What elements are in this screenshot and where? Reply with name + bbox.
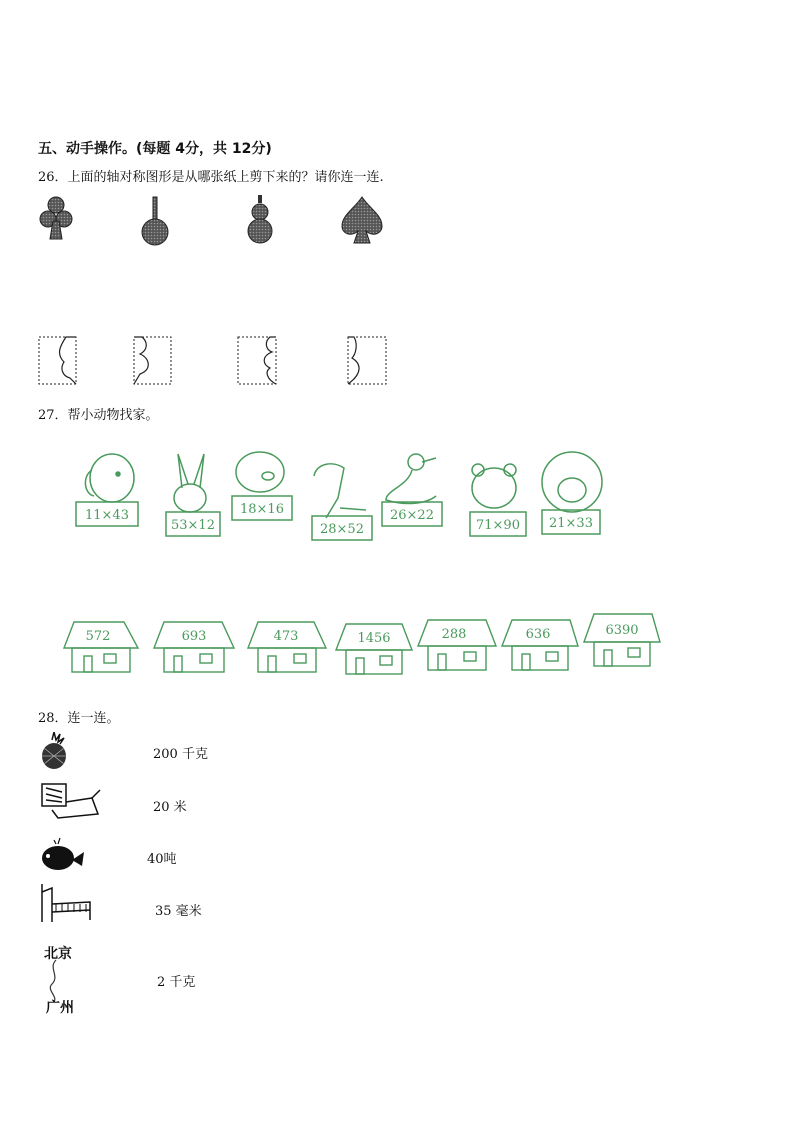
paper-left-notch-2[interactable] <box>238 337 276 384</box>
animal-expr: 26×22 <box>390 508 434 523</box>
racket-icon[interactable] <box>142 197 168 245</box>
animal-expr: 53×12 <box>171 518 215 533</box>
unit-option[interactable]: 35 毫米 <box>155 904 202 919</box>
unit-option[interactable]: 200 千克 <box>153 747 208 762</box>
paper-left-notch-1[interactable] <box>39 337 76 384</box>
whale-icon[interactable] <box>42 838 84 870</box>
unit-option[interactable]: 20 米 <box>153 800 187 815</box>
animal-expr: 71×90 <box>476 518 520 533</box>
question-26-text: 26．上面的轴对称图形是从哪张纸上剪下来的？请你连一连. <box>38 170 384 185</box>
house-number: 6390 <box>605 623 639 638</box>
question-27-text: 27．帮小动物找家。 <box>38 408 159 423</box>
unit-option[interactable]: 2 千克 <box>157 975 196 990</box>
house-number: 473 <box>273 629 299 644</box>
map-route-icon[interactable] <box>50 960 56 1002</box>
q26-papers <box>36 332 396 390</box>
pineapple-icon[interactable] <box>42 732 66 769</box>
map-label-bottom: 广州 <box>46 999 74 1015</box>
bed-icon[interactable] <box>42 884 90 922</box>
house-number: 1456 <box>357 631 391 646</box>
spade-icon[interactable] <box>342 197 382 243</box>
house-number: 693 <box>181 629 207 644</box>
q28-pictures <box>38 732 118 1022</box>
house-number: 636 <box>525 627 551 642</box>
section-title: 五、动手操作。(每题 4分，共 12分) <box>38 141 272 157</box>
unit-option[interactable]: 40吨 <box>147 852 177 867</box>
paper-right-notch-2[interactable] <box>348 337 386 384</box>
animal-expr: 28×52 <box>320 522 364 537</box>
animal-row <box>70 448 630 548</box>
houses-row <box>56 610 676 680</box>
house-number: 572 <box>85 629 111 644</box>
club-icon[interactable] <box>40 197 72 239</box>
question-28-text: 28．连一连。 <box>38 711 120 726</box>
animals-svg <box>70 448 630 548</box>
tiger-icon[interactable] <box>42 784 100 818</box>
animal-expr: 11×43 <box>85 508 129 523</box>
paper-right-notch-1[interactable] <box>134 337 171 384</box>
animal-expr: 21×33 <box>549 516 593 531</box>
animal-expr: 18×16 <box>240 502 284 517</box>
house-6390[interactable] <box>584 614 660 666</box>
house-number: 288 <box>441 627 467 642</box>
map-label-top: 北京 <box>44 945 72 961</box>
q26-shapes <box>36 195 396 250</box>
gourd-icon[interactable] <box>248 195 272 243</box>
